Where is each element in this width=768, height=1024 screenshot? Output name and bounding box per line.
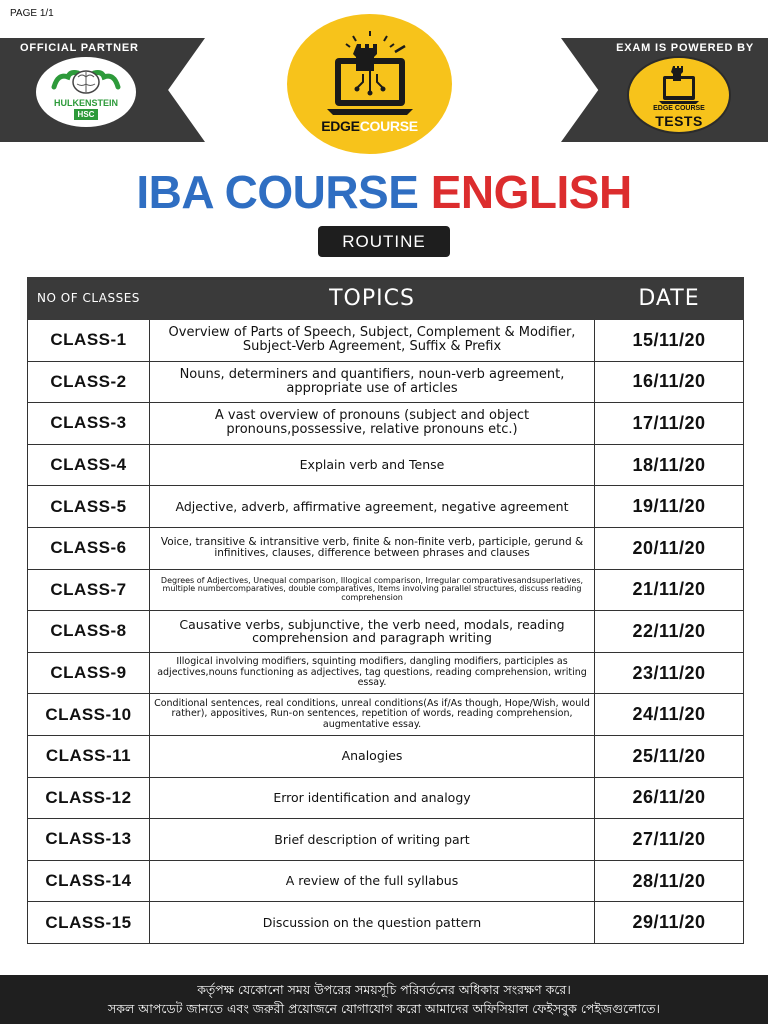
table-row [28, 527, 744, 569]
tests-word: TESTS [655, 113, 703, 129]
edgecourse-tests-logo [627, 56, 731, 134]
date-cell: 17/11/20 [595, 403, 744, 445]
date-cell: 26/11/20 [595, 777, 744, 819]
date-cell: 27/11/20 [595, 819, 744, 861]
title-part2: ENGLISH [430, 166, 632, 218]
table-row [28, 694, 744, 736]
class-cell: CLASS-12 [28, 777, 150, 819]
topic-cell: Degrees of Adjectives, Unequal comparison, Illogical comparison, Irregular comparativesandsuperlatives, multiple numbercomparatives, double comparatives, Items involving parallel structures, discuss reading comprehension [150, 569, 595, 611]
class-cell: CLASS-13 [28, 819, 150, 861]
table-row [28, 320, 744, 362]
tests-brand: EDGE COURSE [653, 105, 705, 112]
table-row [28, 652, 744, 694]
topic-cell: Error identification and analogy [150, 777, 595, 819]
topic-cell: Adjective, adverb, affirmative agreement, negative agreement [150, 486, 595, 528]
page-number: PAGE 1/1 [10, 8, 54, 19]
class-cell: CLASS-15 [28, 902, 150, 944]
footer-line-2: সকল আপডেট জানতে এবং জরুরী প্রয়োজনে যোগাযোগ করো আমাদের অফিসিয়াল ফেইসবুক পেইজগুলোতে। [107, 1001, 660, 1016]
class-cell: CLASS-2 [28, 361, 150, 403]
topic-cell: Analogies [150, 735, 595, 777]
class-cell: CLASS-9 [28, 652, 150, 694]
date-cell: 18/11/20 [595, 444, 744, 486]
class-cell: CLASS-10 [28, 694, 150, 736]
date-cell: 22/11/20 [595, 611, 744, 653]
date-cell: 25/11/20 [595, 735, 744, 777]
date-cell: 21/11/20 [595, 569, 744, 611]
class-cell: CLASS-8 [28, 611, 150, 653]
table-row [28, 902, 744, 944]
class-cell: CLASS-4 [28, 444, 150, 486]
topic-cell: Nouns, determiners and quantifiers, noun-verb agreement, appropriate use of articles [150, 361, 595, 403]
page-title [0, 165, 768, 219]
routine-badge: ROUTINE [318, 226, 450, 257]
table-row [28, 819, 744, 861]
class-cell: CLASS-11 [28, 735, 150, 777]
table-row [28, 361, 744, 403]
class-cell: CLASS-14 [28, 860, 150, 902]
footer-line-1: কর্তৃপক্ষ যেকোনো সময় উপরের সময়সূচি পরিবর্তনের অধিকার সংরক্ষণ করে। [197, 982, 571, 997]
edgecourse-word1: EDGE [321, 118, 360, 134]
class-cell: CLASS-3 [28, 403, 150, 445]
edgecourse-logo [287, 14, 452, 154]
date-cell: 16/11/20 [595, 361, 744, 403]
title-part1: IBA COURSE [136, 166, 419, 218]
date-cell: 24/11/20 [595, 694, 744, 736]
routine-table [27, 277, 744, 944]
topic-cell: Conditional sentences, real conditions, unreal conditions(As if/As though, Hope/Wish, would rather), appositives, Run-on sentences, repetition of words, reading comprehension, augmentative essay. [150, 694, 595, 736]
table-row [28, 860, 744, 902]
topic-cell: Voice, transitive & intransitive verb, finite & non-finite verb, participle, gerund & infinitives, clauses, difference between phrases and clauses [150, 527, 595, 569]
table-row [28, 611, 744, 653]
table-row [28, 777, 744, 819]
table-row [28, 444, 744, 486]
hulkenstein-sub: HSC [74, 109, 98, 120]
table-row [28, 735, 744, 777]
topic-cell: A vast overview of pronouns (subject and object pronouns,possessive, relative pronouns etc.) [150, 403, 595, 445]
table-row [28, 486, 744, 528]
header-classes: NO OF CLASSES [28, 278, 150, 320]
date-cell: 28/11/20 [595, 860, 744, 902]
class-cell: CLASS-5 [28, 486, 150, 528]
table-row [28, 569, 744, 611]
class-cell: CLASS-7 [28, 569, 150, 611]
date-cell: 29/11/20 [595, 902, 744, 944]
date-cell: 20/11/20 [595, 527, 744, 569]
table-row [28, 403, 744, 445]
header-date: DATE [595, 278, 744, 320]
topic-cell: Explain verb and Tense [150, 444, 595, 486]
class-cell: CLASS-1 [28, 320, 150, 362]
topic-cell: Discussion on the question pattern [150, 902, 595, 944]
table-header-row [28, 278, 744, 320]
topic-cell: Overview of Parts of Speech, Subject, Complement & Modifier, Subject-Verb Agreement, Suffix & Prefix [150, 320, 595, 362]
edgecourse-wordmark [287, 118, 452, 134]
powered-label: EXAM IS POWERED BY [616, 42, 754, 54]
topic-cell: Causative verbs, subjunctive, the verb need, modals, reading comprehension and paragraph writing [150, 611, 595, 653]
hulkenstein-logo [36, 57, 136, 127]
hulkenstein-name: HULKENSTEIN [53, 98, 118, 108]
header-topics: TOPICS [150, 278, 595, 320]
topic-cell: Illogical involving modifiers, squinting modifiers, dangling modifiers, participles as adjectives,nouns functioning as adjectives, tag questions, reading comprehension, writing essay. [150, 652, 595, 694]
class-cell: CLASS-6 [28, 527, 150, 569]
partner-label: OFFICIAL PARTNER [20, 42, 139, 54]
date-cell: 15/11/20 [595, 320, 744, 362]
edgecourse-word2: COURSE [359, 118, 418, 134]
topic-cell: A review of the full syllabus [150, 860, 595, 902]
date-cell: 23/11/20 [595, 652, 744, 694]
date-cell: 19/11/20 [595, 486, 744, 528]
footer-notice [0, 975, 768, 1024]
topic-cell: Brief description of writing part [150, 819, 595, 861]
